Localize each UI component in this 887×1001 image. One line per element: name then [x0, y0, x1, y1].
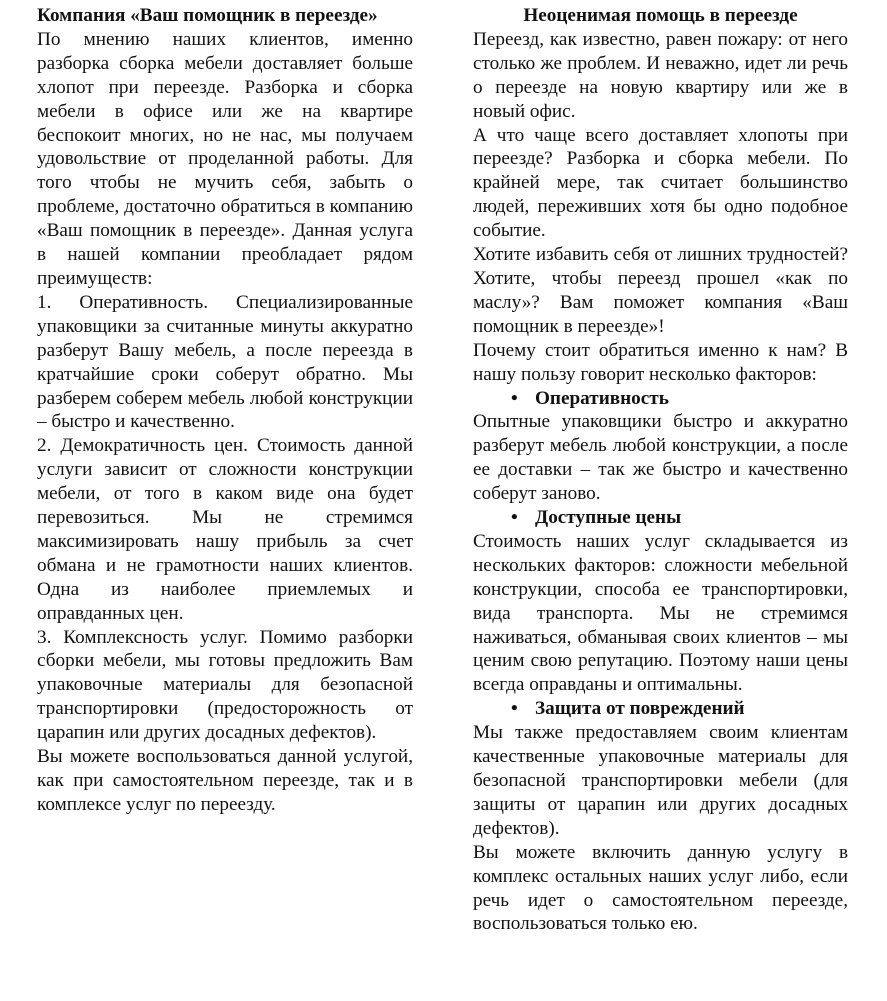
bullet-icon: • [511, 507, 518, 529]
right-intro-paragraph: Почему стоит обратиться именно к нам? В нашу пользу говорит несколько факторов: [473, 339, 848, 385]
left-paragraph: 1. Оперативность. Специализированные упаковщики за считанные минуты аккуратно разберут Вашу мебель, а после переезда в кратчайшие сроки соберут обратно. Мы разберем соберем мебель любой конструкции – быстро и качественно. [37, 291, 413, 433]
section-heading-speed [473, 387, 848, 411]
right-column [473, 4, 848, 936]
left-paragraph: 3. Комплексность услуг. Помимо разборки сборки мебели, мы готовы предложить Вам упаковочные материалы для безопасной транспортировки (предосторожность от царапин или других досадных дефектов). [37, 626, 413, 744]
right-intro-paragraph: Переезд, как известно, равен пожару: от него столько же проблем. И неважно, идет ли речь о переезде на новую квартиру или же в новый офис. [473, 28, 848, 122]
section-paragraph: Вы можете включить данную услугу в комплекс остальных наших услуг либо, если речь идет о самостоятельном переезде, воспользоваться только ею. [473, 841, 848, 935]
left-paragraph: 2. Демократичность цен. Стоимость данной услуги зависит от сложности конструкции мебели, от того в каком виде она будет перевозиться. Мы не стремимся максимизировать нашу прибыль за счет обмана и не грамотности наших клиентов. Одна из наиболее приемлемых и оправданных цен. [37, 435, 413, 624]
section-heading-text: Доступные цены [535, 507, 682, 529]
bullet-icon: • [511, 387, 518, 409]
bullet-icon: • [511, 698, 518, 720]
section-paragraph: Стоимость наших услуг складывается из нескольких факторов: сложности мебельной конструкции, способа ее транспортировки, вида транспорта. Мы не стремимся наживаться, обманывая своих клиентов – мы ценим свою репутацию. Поэтому наши цены всегда оправданы и оптимальны. [473, 530, 848, 696]
left-paragraph: По мнению наших клиентов, именно разборка сборка мебели доставляет больше хлопот при переезде. Разборка и сборка мебели в офисе или же на квартире беспокоит многих, но не нас, мы получаем удовольствие от проделанной работы. Для того чтобы не мучить себя, забыть о проблеме, достаточно обратиться в компанию «Ваш помощник в переезде». Данная услуга в нашей компании преобладает рядом преимуществ: [37, 28, 413, 289]
right-column-title: Неоценимая помощь в переезде [523, 5, 798, 26]
section-paragraph: Мы также предоставляем своим клиентам качественные упаковочные материалы для безопасной транспортировки мебели (для защиты от царапин или других досадных дефектов). [473, 722, 848, 839]
right-intro-paragraph: Хотите избавить себя от лишних трудностей? Хотите, чтобы переезд прошел «как по маслу»? Вам поможет компания «Ваш помощник в переезде»! [473, 244, 848, 337]
left-column-title: Компания «Ваш помощник в переезде» [37, 5, 378, 26]
section-heading-prices [473, 506, 848, 530]
left-paragraph: Вы можете воспользоваться данной услугой, как при самостоятельном переезде, так и в комплексе услуг по переезду. [37, 746, 413, 815]
right-intro-paragraph: А что чаще всего доставляет хлопоты при переезде? Разборка и сборка мебели. По крайней мере, так считает большинство людей, переживших хотя бы одно подобное событие. [473, 124, 848, 242]
left-column [37, 4, 413, 817]
section-heading-protection [473, 697, 848, 721]
section-paragraph: Опытные упаковщики быстро и аккуратно разберут мебель любой конструкции, а после ее доставки – так же быстро и качественно соберут заново. [473, 411, 848, 505]
section-heading-text: Оперативность [535, 387, 669, 409]
section-heading-text: Защита от повреждений [535, 698, 745, 720]
